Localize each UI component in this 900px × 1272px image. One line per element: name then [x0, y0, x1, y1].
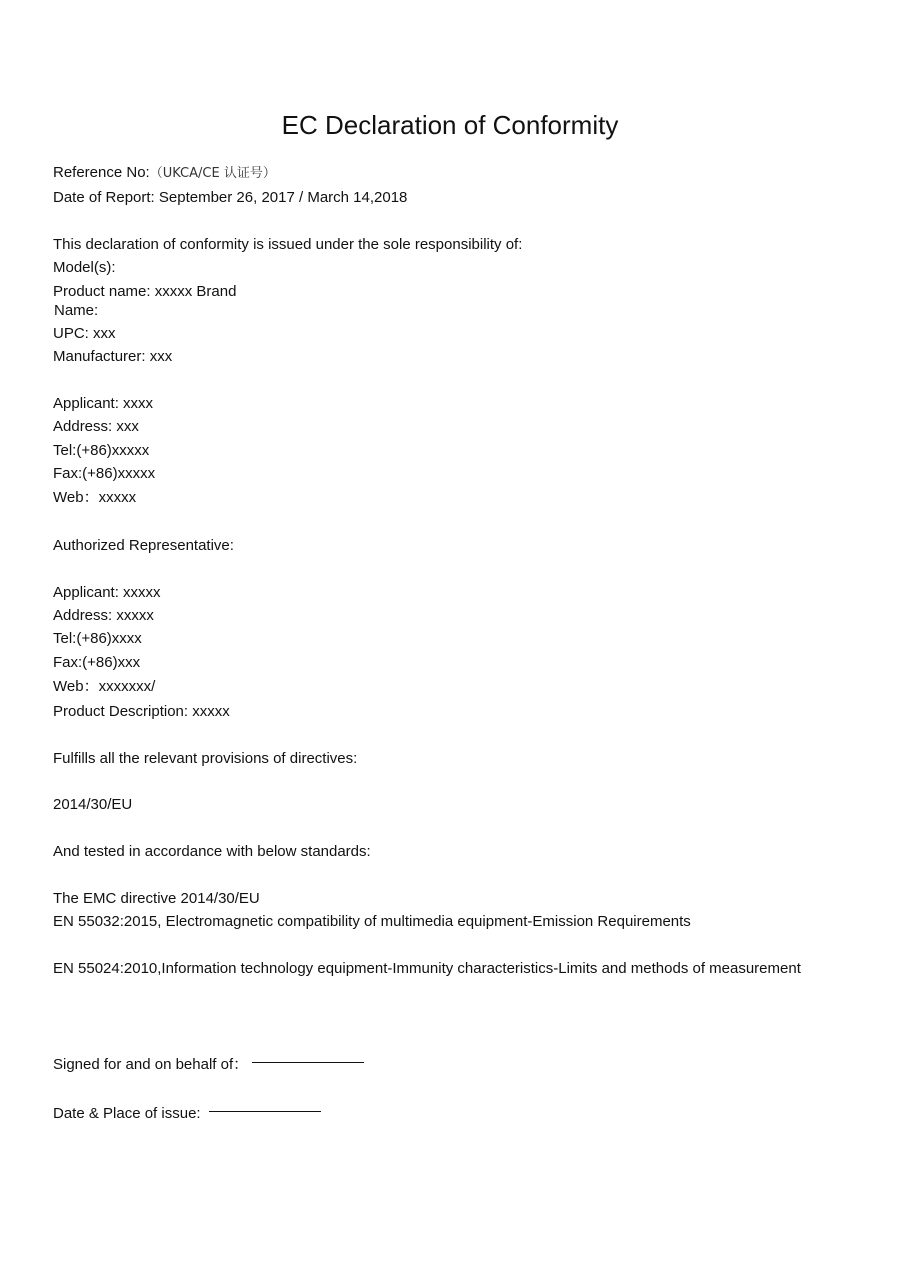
models-label: Model(s):	[53, 259, 116, 276]
applicant-tel: Tel:(+86)xxxxx	[53, 442, 150, 459]
signed-line	[53, 1056, 364, 1074]
reference-line	[53, 164, 276, 183]
date-place-label: Date & Place of issue:	[53, 1105, 205, 1122]
product-description: Product Description: xxxxx	[53, 703, 230, 720]
applicant: Applicant: xxxx	[53, 395, 154, 412]
authorized-tel: Tel:(+86)xxxx	[53, 630, 142, 647]
authorized-address: Address: xxxxx	[53, 607, 154, 624]
date-place-line	[53, 1105, 321, 1123]
signature-blank-line	[252, 1062, 364, 1063]
product-name: Product name: xxxxx Brand	[53, 283, 237, 300]
authorized-heading: Authorized Representative:	[53, 537, 234, 554]
date-place-blank-line	[209, 1111, 321, 1112]
applicant-web: Web：xxxxx	[53, 489, 137, 506]
standard-emission: EN 55032:2015, Electromagnetic compatibility of multimedia equipment-Emission Requirements	[53, 913, 691, 930]
applicant-address: Address: xxx	[53, 418, 139, 435]
date-of-report: Date of Report: September 26, 2017 / March 14,2018	[53, 189, 408, 206]
reference-label: Reference No:	[53, 164, 150, 181]
applicant-fax: Fax:(+86)xxxxx	[53, 465, 156, 482]
reference-value: （UKCA/CE 认证号）	[149, 166, 276, 181]
standard-immunity: EN 55024:2010,Information technology equipment-Immunity characteristics-Limits and methods of measurement	[53, 960, 801, 977]
name-label: Name:	[54, 302, 99, 319]
tested-intro: And tested in accordance with below standards:	[53, 843, 371, 860]
manufacturer: Manufacturer: xxx	[53, 348, 173, 365]
declaration-intro: This declaration of conformity is issued under the sole responsibility of:	[53, 236, 523, 253]
document-title: EC Declaration of Conformity	[281, 110, 619, 140]
upc: UPC: xxx	[53, 325, 116, 342]
directive-code: 2014/30/EU	[53, 796, 133, 813]
authorized-web: Web：xxxxxxx/	[53, 678, 156, 695]
authorized-fax: Fax:(+86)xxx	[53, 654, 141, 671]
signed-label: Signed for and on behalf of：	[53, 1056, 249, 1073]
directives-intro: Fulfills all the relevant provisions of directives:	[53, 750, 358, 767]
authorized-applicant: Applicant: xxxxx	[53, 584, 161, 601]
emc-directive: The EMC directive 2014/30/EU	[53, 890, 260, 907]
